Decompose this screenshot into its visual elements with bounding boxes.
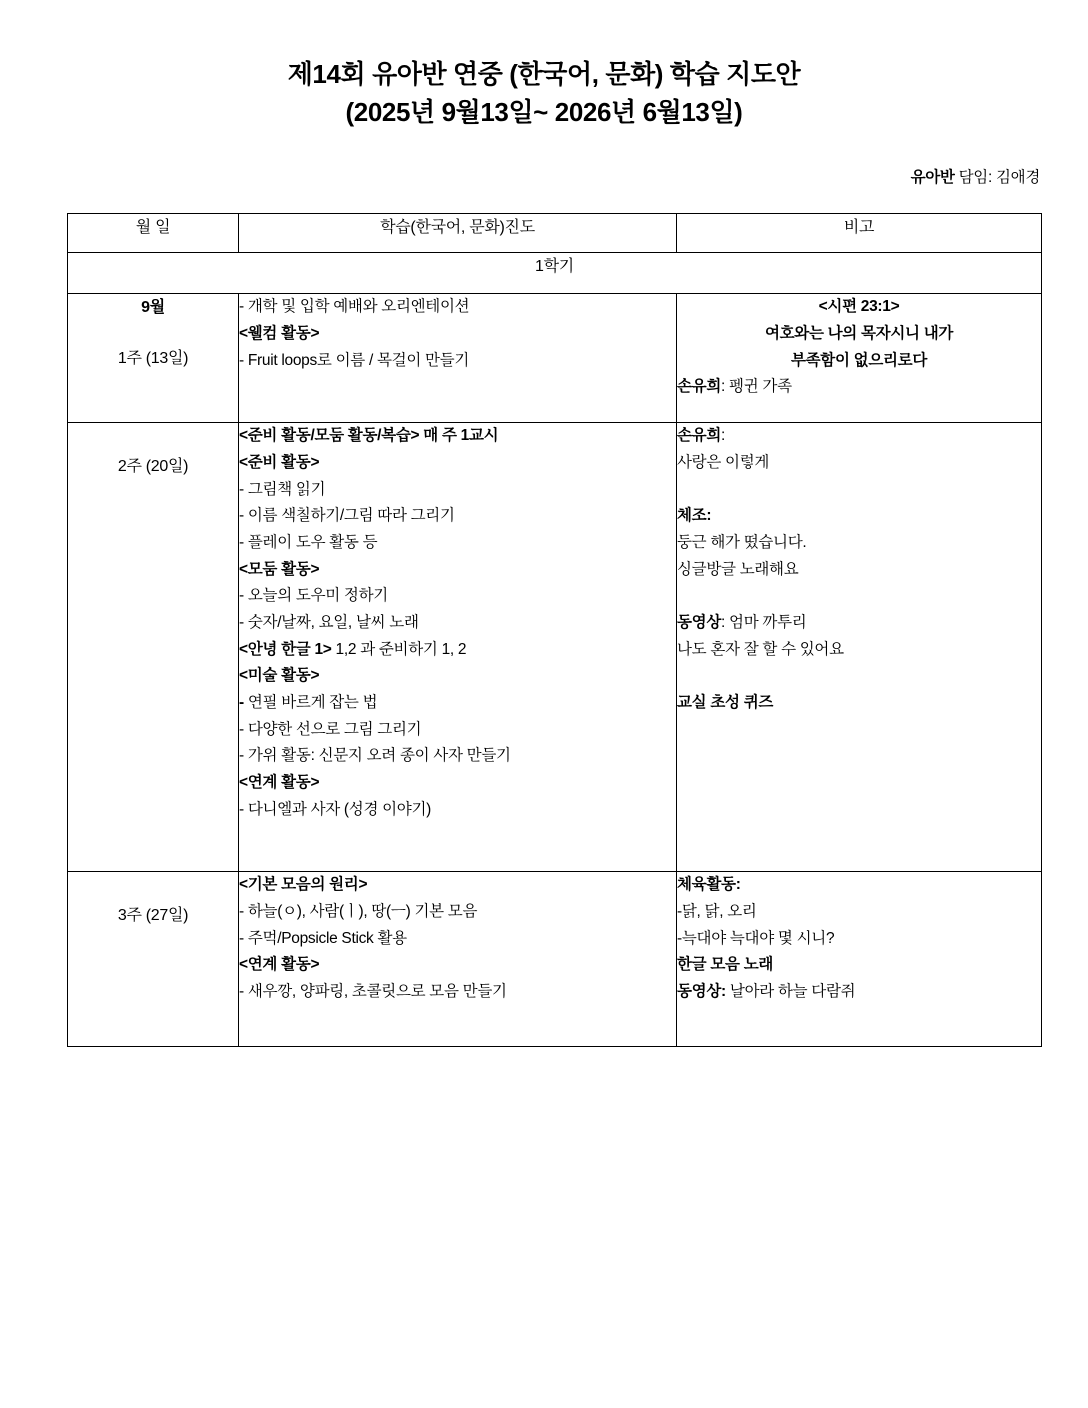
remark-line: 사랑은 이렇게 [677,454,770,472]
week-label: 1주 (13일) [117,350,189,368]
remark-line: 나도 혼자 잘 할 수 있어요 [677,640,844,658]
column-header-remarks: 비고 [677,214,1042,253]
progress-line: - Fruit loops로 이름 / 목걸이 만들기 [239,351,470,369]
cell-remarks [677,872,1042,1047]
remark-line [677,477,1041,504]
remark-line [677,872,1041,899]
title-line-2: (2025년 9월13일~ 2026년 6월13일) [345,96,743,127]
remark-line: 둥근 해가 떴습니다. [677,534,807,551]
month-label: 9월 [141,299,165,317]
progress-line: - 하늘(ㅇ), 사람(ㅣ), 땅(ㅡ) 기본 모음 [239,903,478,921]
remark-line: 싱글방글 노래해요 [677,560,799,578]
progress-line: - 이름 색칠하기/그림 따라 그리기 [239,507,455,525]
page-title [0,0,1088,131]
term-row [68,253,1042,294]
class-name: 유아반 [910,169,955,187]
remark-line [677,663,1041,690]
cell-date [68,872,239,1047]
lesson-plan-table [67,213,1042,1047]
teacher-name: 담임: 김애경 [954,169,1040,187]
remark-line: 부족함이 없으리로다 [790,351,928,369]
title-line-1: 제14회 유아반 연중 (한국어, 문화) 학습 지도안 [287,59,801,89]
line-label: 동영상: [677,983,726,1000]
line-label: 체조: [677,507,712,525]
term-label: 1학기 [68,253,1042,294]
progress-line: <모둠 활동> [239,560,320,578]
table-body [68,253,1042,1047]
cell-remarks [677,294,1042,423]
line-label: 동영상 [677,613,722,631]
cell-progress [239,872,677,1047]
column-header-progress: 학습(한국어, 문화)진도 [239,214,677,253]
progress-line: - 주먹/Popsicle Stick 활용 [239,929,407,947]
remark-line: 교실 초성 퀴즈 [677,693,774,711]
remark-line: <시편 23:1> [818,298,900,316]
progress-line: <안녕 한글 1> 1,2 과 준비하기 1, 2 [239,640,467,658]
remark-line [677,503,1041,530]
progress-line: <기본 모음의 원리> [239,876,368,894]
progress-line: <준비 활동/모둠 활동/복습> 매 주 1교시 [239,427,499,445]
line-label: 체육활동: [677,876,741,894]
progress-line: - 개학 및 입학 예배와 오리엔테이션 [239,298,470,316]
progress-line: - 다양한 선으로 그림 그리기 [239,720,422,738]
cell-progress [239,294,677,423]
progress-line: - 그림책 읽기 [239,480,326,498]
remark-line: 동영상: 날아라 하늘 다람쥐 [677,983,856,1000]
line-label: 손유희 [677,378,722,396]
cell-date [68,423,239,872]
progress-line: <연계 활동> [239,956,320,974]
remark-line: 여호와는 나의 목자시니 내가 [764,325,954,343]
progress-line: - 오늘의 도우미 정하기 [239,587,388,605]
progress-line: - 가위 활동: 신문지 오려 종이 사자 만들기 [239,747,511,765]
column-header-date: 월 일 [68,214,239,253]
progress-line: - 다니엘과 사자 (성경 이야기) [239,800,432,818]
progress-line: <준비 활동> [239,454,320,472]
table-row [68,872,1042,1047]
remark-line: -늑대야 늑대야 몇 시니? [677,929,835,947]
remark-line: 한글 모음 노래 [677,956,774,974]
remark-line: 손유희: [677,427,726,445]
cell-progress [239,423,677,872]
remark-line: -닭, 닭, 오리 [677,903,757,921]
teacher-info [0,131,1088,187]
line-label: 손유희 [677,427,722,445]
progress-line: - 플레이 도우 활동 등 [239,534,378,551]
line-label: <안녕 한글 1> [239,640,332,658]
progress-line: <웰컴 활동> [239,325,320,343]
progress-line: - 연필 바르게 잡는 법 [239,693,378,711]
cell-date [68,294,239,423]
table-row [68,423,1042,872]
remark-line [677,583,1041,610]
week-label: 2주 (20일) [117,458,189,476]
remark-line: 동영상: 엄마 까투리 [677,613,807,631]
table-row [68,294,1042,423]
line-label: - [239,693,244,711]
progress-line: <연계 활동> [239,773,320,791]
progress-line: <미술 활동> [239,667,320,685]
remark-line: 손유희: 펭귄 가족 [677,378,792,396]
table-header-row [68,214,1042,253]
cell-remarks [677,423,1042,872]
progress-line: - 숫자/날짜, 요일, 날씨 노래 [239,613,419,631]
week-label: 3주 (27일) [117,907,189,925]
progress-line: - 새우깡, 양파링, 초콜릿으로 모음 만들기 [239,983,507,1000]
spacer [68,317,238,345]
